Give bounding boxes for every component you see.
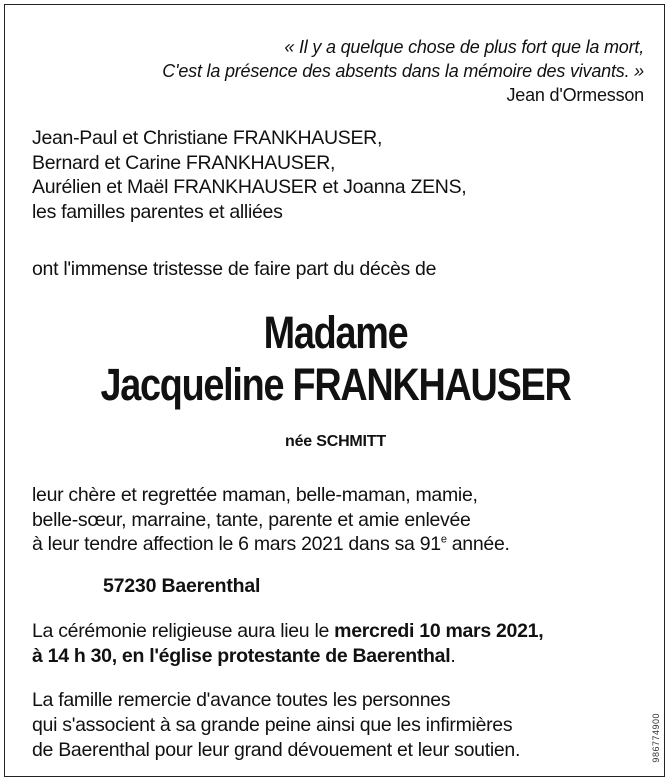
description-text: [32, 483, 510, 557]
reference-number: 986774900: [651, 713, 661, 763]
family-line: les familles parentes et alliées: [32, 200, 283, 223]
announcement-text: ont l'immense tristesse de faire part du décès de: [32, 258, 437, 280]
thanks-line: La famille remercie d'avance toutes les personnes: [32, 689, 451, 711]
description-line: [32, 532, 510, 557]
description-line: belle-sœur, marraine, tante, parente et amie enlevée: [32, 508, 471, 531]
description-line: leur chère et regrettée maman, belle-maman, mamie,: [32, 484, 478, 506]
deceased-title: Madame: [263, 307, 408, 358]
quote-line: C'est la présence des absents dans la mémoire des vivants. »: [162, 61, 644, 81]
description-line-text: à leur tendre affection le 6 mars 2021 dans sa 91: [32, 533, 441, 555]
deceased-name: Jacqueline FRANKHAUSER: [100, 359, 571, 410]
ceremony-time-place: à 14 h 30, en l'église protestante de Baerenthal: [32, 645, 451, 667]
ceremony-text: [32, 619, 543, 669]
family-line: Bernard et Carine FRANKHAUSER,: [32, 151, 336, 174]
ceremony-intro: La cérémonie religieuse aura lieu le: [32, 620, 335, 642]
ceremony-end: .: [450, 645, 456, 667]
family-line: Aurélien et Maël FRANKHAUSER et Joanna ZENS,: [32, 176, 467, 198]
notice-frame: [4, 4, 665, 777]
family-line: Jean-Paul et Christiane FRANKHAUSER,: [32, 127, 383, 149]
thanks-text: [32, 688, 520, 763]
thanks-line: de Baerenthal pour leur grand dévouement et leur soutien.: [32, 739, 521, 761]
ceremony-date: mercredi 10 mars 2021,: [334, 620, 544, 642]
quote-author: Jean d'Ormesson: [506, 85, 644, 105]
family-list: [32, 126, 466, 224]
maiden-name: née SCHMITT: [285, 433, 386, 450]
thanks-line: qui s'associent à sa grande peine ainsi que les infirmières: [32, 714, 513, 736]
ceremony-line: [32, 619, 543, 644]
location: 57230 Baerenthal: [103, 575, 261, 597]
ordinal-suffix: e: [440, 533, 447, 546]
quote-line: « Il y a quelque chose de plus fort que la mort,: [284, 37, 644, 57]
description-line-text: année.: [446, 533, 510, 555]
ceremony-line: [32, 644, 543, 669]
deceased-heading: [58, 307, 613, 411]
epigraph-quote: [162, 35, 644, 107]
